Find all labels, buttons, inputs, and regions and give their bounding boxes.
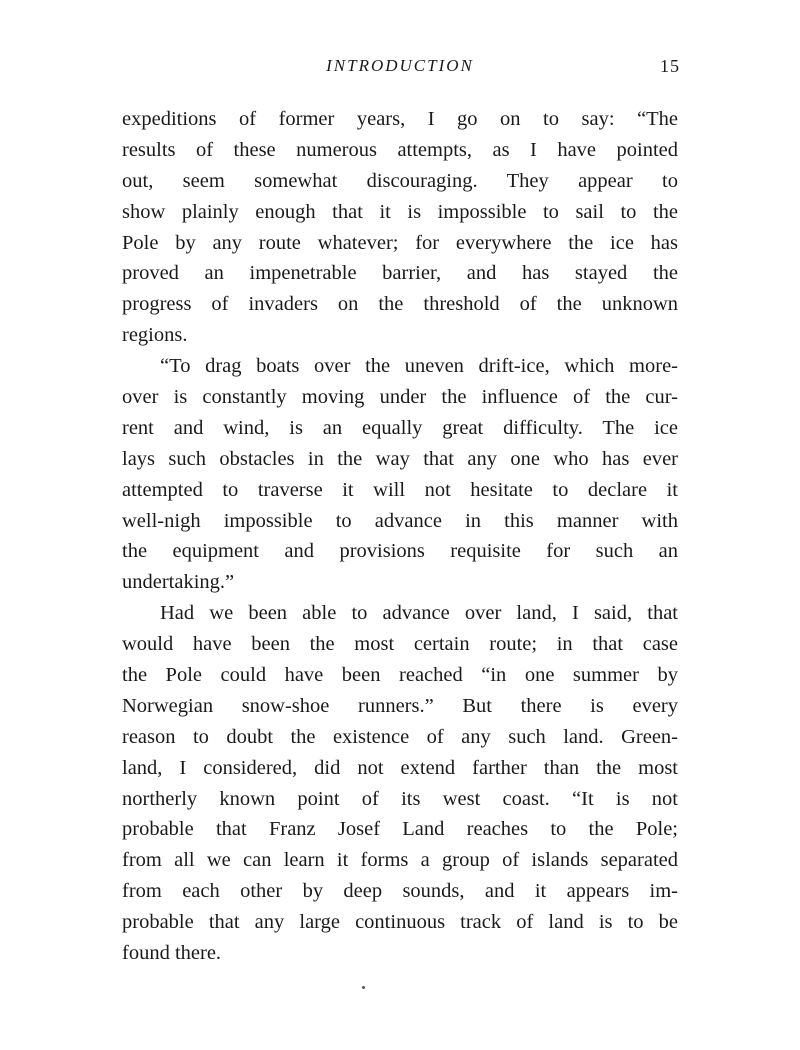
- running-head: [120, 56, 680, 86]
- text-line: well-nigh impossible to advance in this manner with: [122, 509, 678, 532]
- paragraph: [122, 598, 678, 969]
- text-line: land, I considered, did not extend farther than the most: [122, 756, 678, 779]
- text-line: over is constantly moving under the influence of the cur-: [122, 386, 678, 409]
- text-line: lays such obstacles in the way that any one who has ever: [122, 447, 678, 470]
- text-line: from all we can learn it forms a group of islands separated: [122, 849, 678, 872]
- text-line: Norwegian snow-shoe runners.” But there is every: [122, 694, 678, 717]
- text-line: from each other by deep sounds, and it appears im-: [122, 880, 678, 903]
- text-line: regions.: [122, 324, 188, 347]
- paragraph: [122, 104, 678, 351]
- text-line: “To drag boats over the uneven drift-ice, which more-: [160, 355, 678, 378]
- text-line: northerly known point of its west coast. “It is not: [122, 787, 678, 810]
- text-line: Had we been able to advance over land, I said, that: [160, 602, 678, 625]
- text-line: results of these numerous attempts, as I have pointed: [122, 138, 678, 161]
- text-line: reason to doubt the existence of any such land. Green-: [122, 725, 678, 748]
- text-line: progress of invaders on the threshold of the unknown: [122, 293, 678, 316]
- page-number: 15: [660, 56, 680, 76]
- text-line: rent and wind, is an equally great difficulty. The ice: [122, 416, 678, 439]
- text-line: probable that any large continuous track of land is to be: [122, 911, 678, 934]
- text-line: the equipment and provisions requisite for such an: [122, 540, 678, 563]
- text-line: expeditions of former years, I go on to say: “The: [122, 108, 678, 130]
- text-line: Pole by any route whatever; for everywhere the ice has: [122, 231, 678, 254]
- text-line: show plainly enough that it is impossible to sail to the: [122, 200, 678, 223]
- body-text: [122, 104, 678, 969]
- text-line: probable that Franz Josef Land reaches to the Pole;: [122, 818, 678, 841]
- text-line: proved an impenetrable barrier, and has stayed the: [122, 262, 678, 285]
- text-line: undertaking.”: [122, 571, 235, 594]
- text-line: would have been the most certain route; in that case: [122, 633, 678, 656]
- printer-dot: [362, 986, 365, 989]
- paragraph: [122, 351, 678, 598]
- text-line: found there.: [122, 942, 222, 965]
- running-title: INTRODUCTION: [326, 56, 474, 75]
- text-line: out, seem somewhat discouraging. They appear to: [122, 169, 678, 192]
- text-line: the Pole could have been reached “in one summer by: [122, 664, 678, 687]
- text-line: attempted to traverse it will not hesitate to declare it: [122, 478, 678, 501]
